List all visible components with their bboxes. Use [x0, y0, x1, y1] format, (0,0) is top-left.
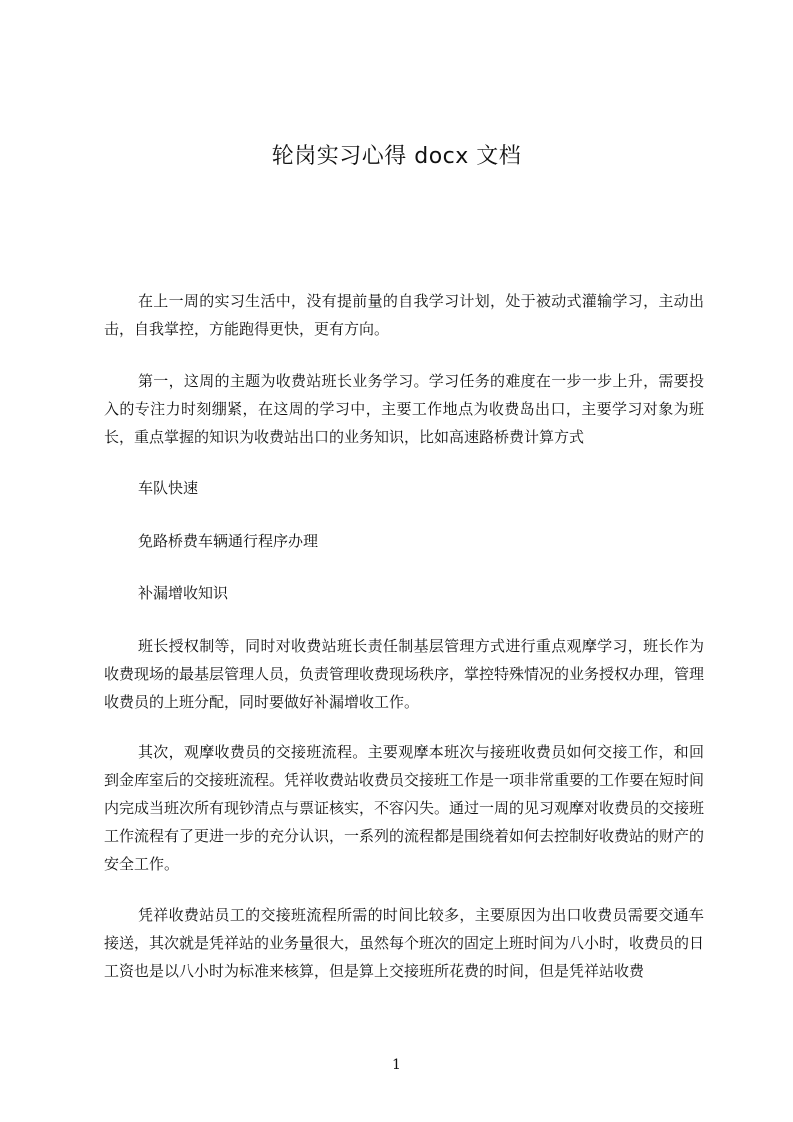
page-number: 1 [392, 1057, 401, 1073]
paragraph-shift-handover: 其次，观摩收费员的交接班流程。主要观摩本班次与接班收费员如何交接工作，和回到金库室后的交接班流程。凭祥收费站收费员交接班工作是一项非常重要的工作要在短时间内完成当班次所有现钞清点与票证核实，不容闪失。通过一周的见习观摩对收费员的交接班工作流程有了更进一步的充分认识，一系列的流程都是围绕着如何去控制好收费站的财产的安全工作。 [104, 743, 705, 873]
list-item-toll-free-vehicles: 免路桥费车辆通行程序办理 [138, 532, 319, 550]
document-title: 轮岗实习心得 docx 文档 [271, 144, 522, 169]
list-item-convoy: 车队快速 [138, 479, 199, 497]
paragraph-first-point: 第一，这周的主题为收费站班长业务学习。学习任务的难度在一步一步上升，需要投入的专注力时刻绷紧，在这周的学习中，主要工作地点为收费岛出口，主要学习对象为班长，重点掌握的知识为收费站出口的业务知识，比如高速路桥费计算方式 [104, 372, 704, 446]
paragraph-monitor-authorization: 班长授权制等，同时对收费站班长责任制基层管理方式进行重点观摩学习，班长作为收费现场的最基层管理人员，负责管理收费现场秩序，掌控特殊情况的业务授权办理，管理收费员的上班分配，同时要做好补漏增收工作。 [104, 637, 705, 711]
paragraph-handover-time: 凭祥收费站员工的交接班流程所需的时间比较多，主要原因为出口收费员需要交通车接送，其次就是凭祥站的业务量很大，虽然每个班次的固定上班时间为八小时，收费员的日工资也是以八小时为标准来核算，但是算上交接班所花费的时间，但是凭祥站收费 [104, 906, 705, 980]
list-item-supplementary-collection: 补漏增收知识 [138, 584, 229, 602]
paragraph-intro: 在上一周的实习生活中，没有提前量的自我学习计划，处于被动式灌输学习，主动出击，自我掌控，方能跑得更快，更有方向。 [104, 292, 704, 338]
